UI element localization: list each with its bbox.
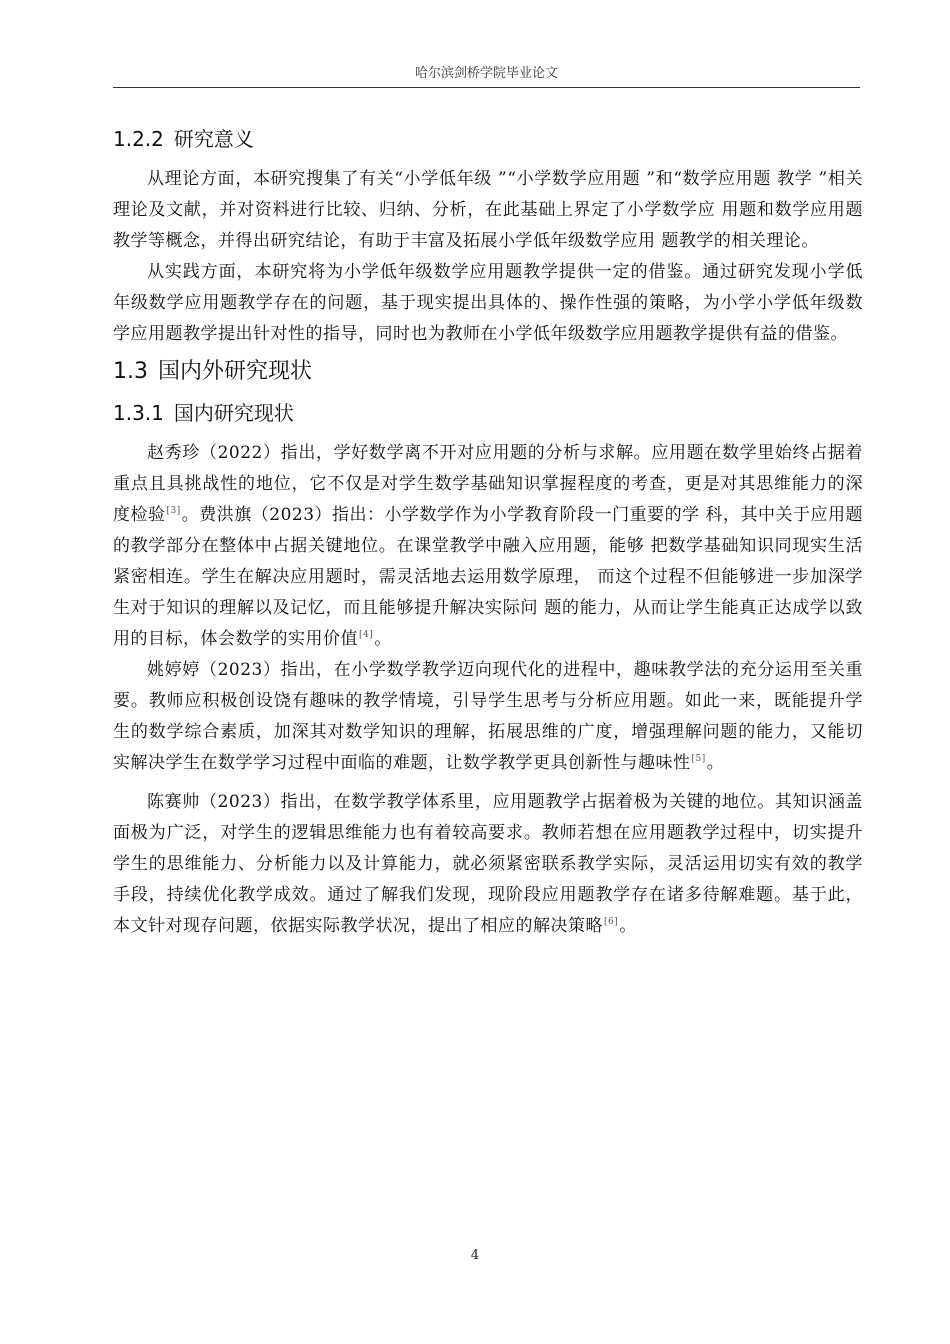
heading-title: 研究意义: [173, 127, 254, 151]
paragraph-text: 。: [374, 629, 392, 649]
heading-title: 国内研究现状: [173, 401, 294, 425]
paragraph-text: 。费洪旗（2023）指出：小学数学作为小学教育阶段一门重要的学 科，其中关于应用题的教学部分在整体中占据关键地位。在课堂教学中融入应用题，能够 把数学基础知识同现实生活紧密相连。学生在解决应用题时，需灵活地去运用数学原理， 而这个过程不但能够进一步加深学生对于知识的理解以及记忆，而且能够提升解决实际问 题的能力，从而让学生能真正达成学以致用的目标，体会数学的实用价值: [113, 505, 864, 649]
page-number: 4: [470, 1248, 480, 1263]
paragraph-theory: 从理论方面，本研究搜集了有关“小学低年级 ”“小学数学应用题 ”和“数学应用题 教学 ”相关理论及文献，并对资料进行比较、归纳、分析，在此基础上界定了小学数学应 用题和数学应用题教学等概念，并得出研究结论，有助于丰富及拓展小学低年级数学应用 题教学的相关理论。: [113, 169, 863, 251]
heading-number: 1.2.2: [113, 127, 164, 151]
citation-5: [5]: [691, 754, 706, 764]
paragraph-chen: [113, 787, 863, 942]
paragraph-text: 陈赛帅（2023）指出，在数学教学体系里，应用题教学占据着极为关键的地位。其知识涵盖面极为广泛，对学生的逻辑思维能力也有着较高要求。教师若想在应用题教学过程中，切实提升学生的思维能力、分析能力以及计算能力，就必须紧密联系教学实际，灵活运用切实有效的教学手段，持续优化教学成效。通过了解我们发现，现阶段应用题教学存在诸多待解难题。基于此，本文针对现存问题，依据实际教学状况，提出了相应的解决策略: [113, 792, 863, 936]
heading-1-2-2: [113, 120, 863, 158]
heading-title: 国内外研究现状: [158, 359, 313, 384]
heading-1-3-1: [113, 394, 863, 432]
paragraph-text: 姚婷婷（2023）指出，在小学数学教学迈向现代化的进程中，趣味教学法的充分运用至关重要。教师应积极创设饶有趣味的教学情境，引导学生思考与分析应用题。如此一来，既能提升学生的数学综合素质，加深其对数学知识的理解，拓展思维的广度，增强理解问题的能力，又能切实解决学生在数学学习过程中面临的难题，让数学教学更具创新性与趣味性: [113, 660, 863, 773]
heading-number: 1.3.1: [113, 401, 164, 425]
heading-1-3: [113, 350, 863, 394]
citation-6: [6]: [604, 917, 619, 927]
header-rule: [113, 87, 860, 88]
paragraph-text: 赵秀珍（2022）指出，学好数学离不开对应用题的分析与求解。应用题在数学里始终占据着重点且具挑战性的地位，它不仅是对学生数学基础知识掌握程度的考查，更是对其思维能力的深度检验: [113, 443, 863, 525]
page-body: [113, 120, 863, 942]
heading-number: 1.3: [113, 359, 148, 384]
paragraph-text: 。: [619, 916, 637, 936]
paragraph-zhao-fei: [113, 438, 863, 655]
citation-4: [4]: [359, 630, 374, 640]
paragraph-yao: [113, 655, 863, 779]
running-header: 哈尔滨剑桥学院毕业论文: [414, 66, 558, 81]
paragraph-practice: 从实践方面，本研究将为小学低年级数学应用题教学提供一定的借鉴。通过研究发现小学低年级数学应用题教学存在的问题，基于现实提出具体的、操作性强的策略，为小学小学低年级数学应用题教学提出针对性的指导，同时也为教师在小学低年级数学应用题教学提供有益的借鉴。: [113, 262, 863, 344]
paragraph-text: 。: [706, 753, 725, 773]
citation-3: [3]: [166, 506, 181, 516]
